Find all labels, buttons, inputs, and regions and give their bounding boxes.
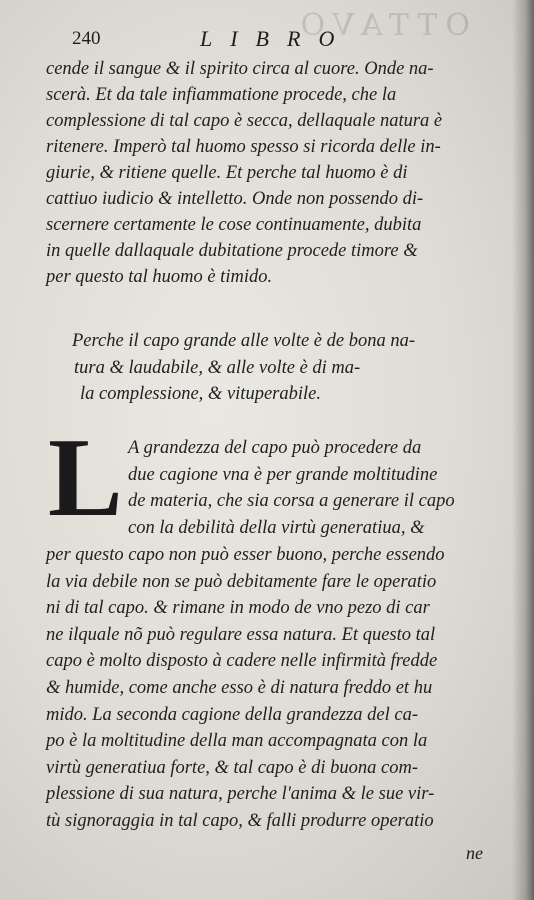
text-line: scerà. Et da tale infiammatione procede, che la: [46, 85, 397, 105]
text-line: cende il sangue & il spirito circa al cuore. Onde na-: [46, 59, 434, 79]
running-title: LIBRO: [200, 26, 353, 51]
text-line: in quelle dallaquale dubitatione procede timore &: [46, 241, 418, 261]
text-line: ritenere. Imperò tal huomo spesso si ricorda delle in-: [46, 137, 441, 157]
text-line: ni di tal capo. & rimane in modo de vno pezo di car: [46, 598, 430, 619]
text-line: mido. La seconda cagione della grandezza del ca-: [46, 704, 418, 725]
paragraph-2-body: [46, 542, 445, 835]
catchword: ne: [466, 843, 483, 863]
text-line: A grandezza del capo può procedere da: [128, 438, 422, 458]
heading-line: Perche il capo grande alle volte è de bona na-: [72, 331, 415, 351]
heading-line: la complessione, & vituperabile.: [80, 384, 321, 404]
text-line: per questo tal huomo è timido.: [46, 267, 273, 287]
paragraph-2-indented: [128, 435, 455, 541]
text-line: po è la moltitudine della man accompagnata con la: [46, 731, 428, 752]
text-line: con la debilità della virtù generatiua, &: [128, 517, 425, 538]
text-line: giurie, & ritiene quelle. Et perche tal huomo è di: [46, 163, 408, 183]
heading-line: tura & laudabile, & alle volte è di ma-: [74, 357, 361, 378]
show-through-bleed: OTTAVO: [292, 8, 470, 43]
text-line: la via debile non se può debitamente fare le operatio: [46, 571, 437, 592]
running-head: [72, 26, 392, 54]
text-line: de materia, che sia corsa a generare il capo: [128, 491, 455, 511]
section-heading: [72, 328, 415, 408]
page-edge-shadow: [512, 0, 534, 900]
text-line: tù signoraggia in tal capo, & falli produrre operatio: [46, 810, 434, 831]
text-line: virtù generatiua forte, & tal capo è di buona com-: [46, 757, 418, 778]
text-line: scernere certamente le cose continuamente, dubita: [46, 215, 422, 235]
text-line: & humide, come anche esso è di natura freddo et hu: [46, 677, 433, 698]
text-line: cattiuo iudicio & intelletto. Onde non possendo di-: [46, 189, 424, 209]
drop-capital: L: [48, 416, 123, 540]
text-line: due cagione vna è per grande moltitudine: [128, 464, 438, 485]
text-line: per questo capo non può esser buono, perche essendo: [46, 545, 445, 565]
text-line: plessione di sua natura, perche l'anima & le sue vir-: [46, 784, 435, 805]
paragraph-1: [46, 56, 442, 290]
page-number: 240: [72, 28, 101, 49]
text-line: ne ilquale nõ può regulare essa natura. Et questo tal: [46, 624, 436, 645]
text-line: complessione di tal capo è secca, dellaquale natura è: [46, 111, 443, 131]
text-line: capo è molto disposto à cadere nelle infirmità fredde: [46, 651, 438, 672]
